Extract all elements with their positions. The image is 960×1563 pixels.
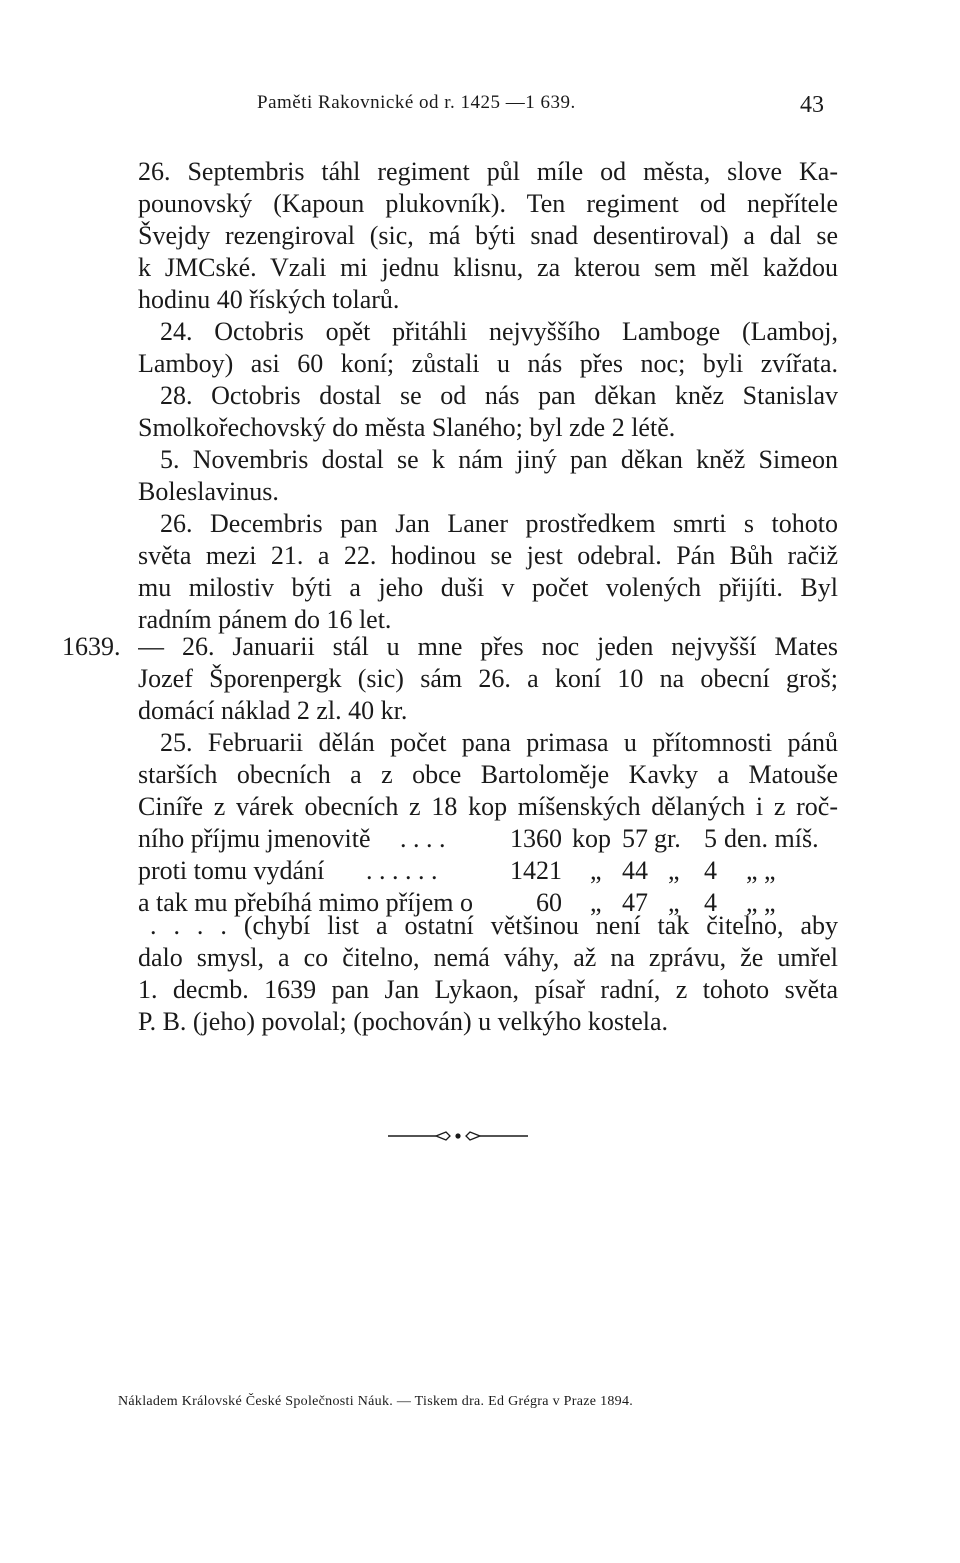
account-den-unit: den. míš. [724,824,819,853]
text-line: Ciníře z várek obecních z 18 kop míšenských dělaných i z roč- [138,792,838,821]
account-kop-unit: kop [572,824,611,853]
text-line: 28. Octobris dostal se od nás pan děkan kněz Stanislav [160,381,838,410]
year-marginal-label: 1639. [62,632,121,661]
account-gr-value: 44 [622,856,648,885]
text-line: domácí náklad 2 zl. 40 kr. [138,696,408,725]
account-den-value: 4 [704,888,717,917]
account-den-unit: „ „ [746,856,776,885]
text-line: 26. Septembris táhl regiment půl míle od města, slove Ka- [138,157,838,186]
page-number: 43 [800,92,824,118]
text-line: P. B. (jeho) povolal; (pochován) u velkýho kostela. [138,1007,669,1036]
account-den-unit: „ „ [746,888,776,917]
text-line: . . . . (chybí list a ostatní většinou není tak čitelno, aby [150,911,838,940]
account-label: proti tomu vydání [138,856,325,885]
account-gr-value: 57 [622,824,648,853]
account-gr-value: 47 [622,888,648,917]
account-kop-value: 60 [536,888,562,917]
text-line: Boleslavinus. [138,477,279,506]
section-end-ornament [388,1128,528,1144]
account-den-value: 5 [704,824,717,853]
account-leader-dots: . . . . [400,824,446,853]
account-label: a tak mu přebíhá mimo příjem o [138,888,474,917]
text-line: hodinu 40 říských tolarů. [138,285,400,314]
publisher-footer: Nákladem Královské České Společnosti Náuk. — Tiskem dra. Ed Grégra v Praze 1894. [118,1394,634,1409]
text-line: radním pánem do 16 let. [138,605,392,634]
text-line: pounovský (Kapoun plukovník). Ten regiment od nepřítele [138,189,838,218]
account-leader-dots: . . . . . . [366,856,438,885]
text-line: 24. Octobris opět přitáhli nejvyššího Lamboge (Lamboj, [160,317,838,346]
account-gr-unit: „ [668,856,680,885]
account-kop-value: 1421 [510,856,562,885]
text-line: Lamboy) asi 60 koní; zůstali u nás přes noc; byli zvířata. [138,349,838,378]
account-kop-unit: „ [590,888,602,917]
text-line: 1. decmb. 1639 pan Jan Lykaon, písař radní, z tohoto světa [138,975,838,1004]
text-line: 5. Novembris dostal se k nám jiný pan děkan kněž Simeon [160,445,838,474]
text-line: mu milostiv býti a jeho duši v počet volených přijíti. Byl [138,573,838,602]
account-gr-unit: gr. [654,824,681,853]
text-line: starších obecních a z obce Bartoloměje Kavky a Matouše [138,760,838,789]
text-line: Švejdy rezengiroval (sic, má býti snad desentiroval) a dal se [138,221,838,250]
running-title: Paměti Rakovnické od r. 1425 —1 639. [257,92,576,113]
text-line: 25. Februarii dělán počet pana primasa u přítomnosti pánů [160,728,838,757]
account-kop-unit: „ [590,856,602,885]
text-line: — 26. Januarii stál u mne přes noc jeden nejvyšší Mates [138,632,838,661]
account-label: ního příjmu jmenovitě [138,824,371,853]
text-line: k JMCské. Vzali mi jednu klisnu, za kterou sem měl každou [138,253,838,282]
account-gr-unit: „ [668,888,680,917]
text-line: světa mezi 21. a 22. hodinou se jest odebral. Pán Bůh račiž [138,541,838,570]
text-line: dalo smysl, a co čitelno, nemá váhy, až na zprávu, že umřel [138,943,838,972]
text-line: Jozef Šporenpergk (sic) sám 26. a koní 10 na obecní groš; [138,664,838,693]
account-den-value: 4 [704,856,717,885]
account-kop-value: 1360 [510,824,562,853]
text-line: 26. Decembris pan Jan Laner prostředkem smrti s tohoto [160,509,838,538]
text-line: Smolkořechovský do města Slaného; byl zde 2 létě. [138,413,676,442]
